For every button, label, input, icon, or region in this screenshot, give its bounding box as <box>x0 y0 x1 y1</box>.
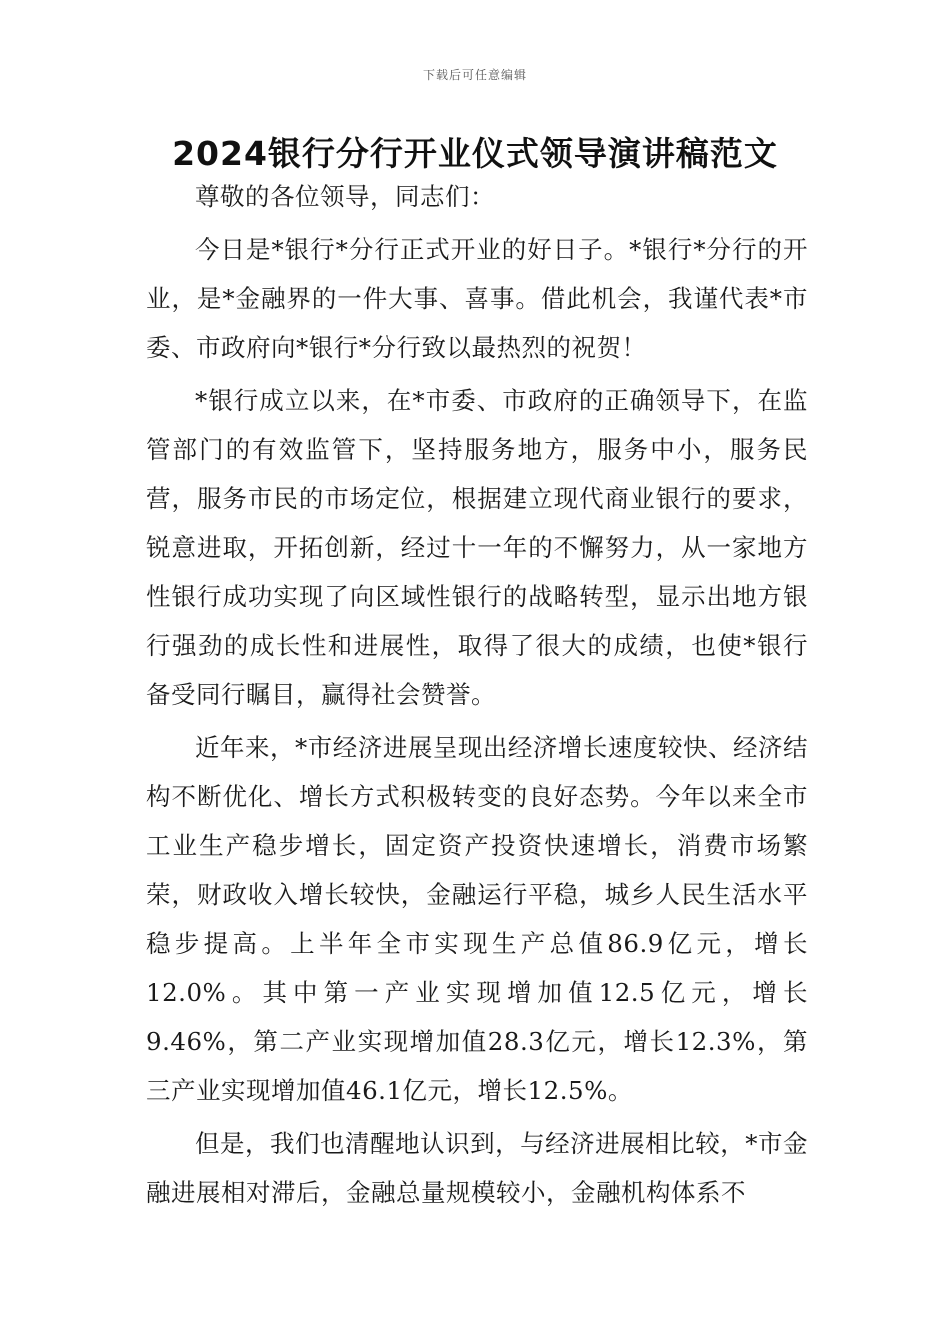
document-body <box>146 172 808 1217</box>
salutation: 尊敬的各位领导，同志们： <box>195 182 495 211</box>
paragraph-4: 但是，我们也清醒地认识到，与经济进展相比较，*市金融进展相对滞后，金融总量规模较小，金融机构体系不 <box>146 1129 808 1207</box>
paragraph-1: 今日是*银行*分行正式开业的好日子。*银行*分行的开业，是*金融界的一件大事、喜事。借此机会，我谨代表*市委、市政府向*银行*分行致以最热烈的祝贺！ <box>146 235 808 362</box>
page-title: 2024银行分行开业仪式领导演讲稿范文 <box>172 134 778 173</box>
paragraph-2: *银行成立以来，在*市委、市政府的正确领导下，在监管部门的有效监管下，坚持服务地方，服务中小，服务民营，服务市民的市场定位，根据建立现代商业银行的要求，锐意进取，开拓创新，经过十一年的不懈努力，从一家地方性银行成功实现了向区域性银行的战略转型，显示出地方银行强劲的成长性和进展性，取得了很大的成绩，也使*银行备受同行瞩目，赢得社会赞誉。 <box>146 386 808 709</box>
header-note: 下载后可任意编辑 <box>422 68 527 82</box>
paragraph-3: 近年来，*市经济进展呈现出经济增长速度较快、经济结构不断优化、增长方式积极转变的良好态势。今年以来全市工业生产稳步增长，固定资产投资快速增长，消费市场繁荣，财政收入增长较快，金融运行平稳，城乡人民生活水平稳步提高。上半年全市实现生产总值86.9亿元，增长12.0%。其中第一产业实现增加值12.5亿元，增长9.46%，第二产业实现增加值28.3亿元，增长12.3%，第三产业实现增加值46.1亿元，增长12.5%。 <box>146 733 808 1105</box>
